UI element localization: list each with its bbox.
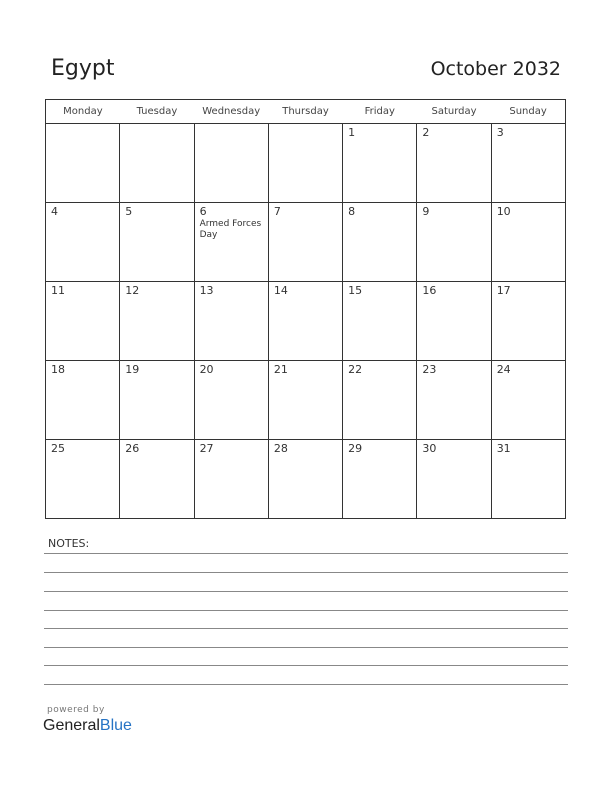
day-cell [417,282,491,361]
day-number: 15 [348,284,363,297]
day-cell [46,361,120,440]
day-cell [491,440,565,519]
day-cell [120,361,194,440]
weekday-monday: Monday [46,100,120,124]
day-number: 10 [496,205,511,218]
day-number: 19 [125,363,140,376]
day-number: 17 [496,284,511,297]
day-cell [120,203,194,282]
day-cell [268,440,342,519]
day-number: 24 [496,363,511,376]
day-cell [417,124,491,203]
day-number: 1 [348,126,356,139]
note-line [44,628,568,629]
day-cell [194,440,268,519]
day-number: 16 [422,284,437,297]
generalblue-logo [43,717,132,735]
day-number: 21 [273,363,288,376]
day-number: 12 [125,284,140,297]
weekday-thursday: Thursday [268,100,342,124]
day-number: 31 [496,442,511,455]
day-number: 27 [199,442,214,455]
day-cell [194,124,268,203]
day-number: 3 [496,126,504,139]
day-number: 5 [125,205,133,218]
weekday-tuesday: Tuesday [120,100,194,124]
day-cell [120,124,194,203]
day-cell [343,440,417,519]
day-number: 13 [199,284,214,297]
day-cell [417,440,491,519]
day-cell [343,124,417,203]
day-cell [120,440,194,519]
logo-blue: Blue [99,717,132,734]
day-cell [46,203,120,282]
day-number: 8 [348,205,356,218]
calendar-body [46,124,566,519]
day-number: 20 [199,363,214,376]
day-cell [46,282,120,361]
note-line [44,591,568,592]
day-cell [268,282,342,361]
day-number: 9 [422,205,430,218]
weekday-saturday: Saturday [417,100,491,124]
month-title: October 2032 [430,58,561,80]
day-cell [343,203,417,282]
note-line [44,647,568,648]
day-number: 28 [273,442,288,455]
day-cell [46,440,120,519]
week-row [46,203,566,282]
weekday-friday: Friday [343,100,417,124]
week-row [46,440,566,519]
day-cell [491,282,565,361]
day-cell [194,282,268,361]
week-row [46,282,566,361]
day-cell [194,203,268,282]
day-cell [268,361,342,440]
day-cell [491,203,565,282]
week-row [46,361,566,440]
day-number: 29 [348,442,363,455]
day-cell [120,282,194,361]
day-number: 7 [273,205,281,218]
day-cell [194,361,268,440]
day-cell [343,361,417,440]
weekday-header-row [46,100,566,124]
day-cell [268,203,342,282]
day-cell [417,361,491,440]
country-title: Egypt [51,56,115,81]
day-cell [491,361,565,440]
day-cell [46,124,120,203]
day-cell [343,282,417,361]
day-number: 6 [199,205,207,218]
notes-label: NOTES: [48,537,90,550]
day-number: 14 [273,284,288,297]
note-line [44,610,568,611]
holiday-label: Armed Forces Day [199,219,262,240]
calendar-grid [45,99,566,519]
day-cell [268,124,342,203]
day-number: 4 [51,205,58,218]
day-number: 26 [125,442,140,455]
note-line [44,572,568,573]
day-number: 30 [422,442,437,455]
day-number: 2 [422,126,430,139]
day-number: 11 [51,284,65,297]
day-cell [417,203,491,282]
note-line [44,684,568,685]
weekday-wednesday: Wednesday [194,100,268,124]
note-line [44,553,568,554]
day-cell [491,124,565,203]
week-row [46,124,566,203]
logo-general: General [43,717,100,734]
day-number: 25 [51,442,65,455]
powered-by-text: powered by [47,705,105,715]
day-number: 23 [422,363,437,376]
weekday-sunday: Sunday [491,100,565,124]
day-number: 18 [51,363,65,376]
note-line [44,665,568,666]
day-number: 22 [348,363,363,376]
